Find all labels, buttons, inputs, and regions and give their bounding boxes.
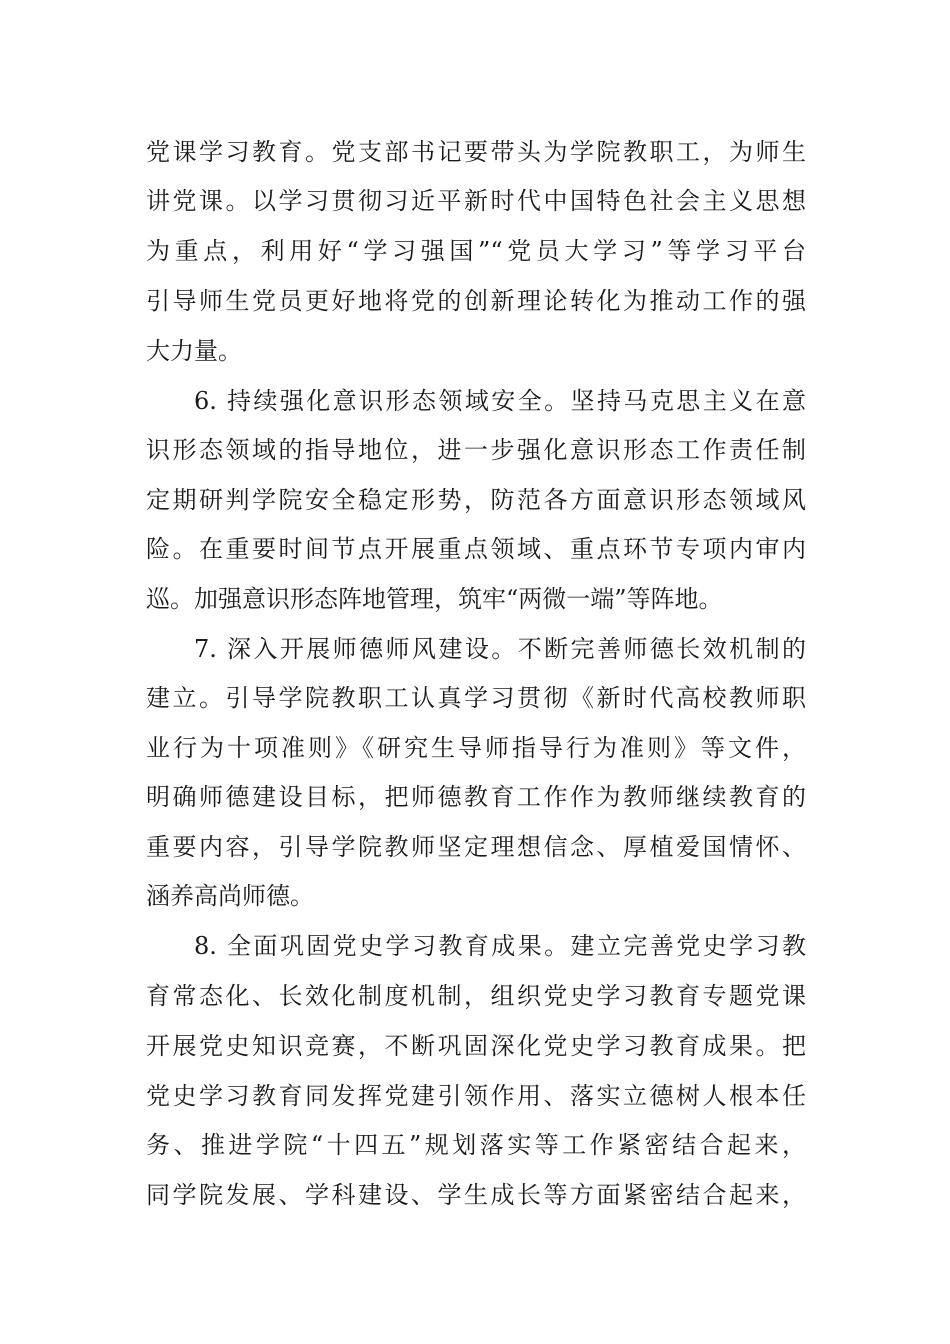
paragraph-6-heading-line: 6. 持续强化意识形态领域安全。坚持马克思主义在意 bbox=[194, 387, 806, 415]
paragraph-8-heading-line: 8. 全面巩固党史学习教育成果。建立完善党史学习教 bbox=[194, 932, 806, 960]
text-line: 定期研判学院安全稳定形势，防范各方面意识形态领域风 bbox=[146, 486, 806, 514]
text-line: 党课学习教育。党支部书记要带头为学院教职工，为师生 bbox=[146, 138, 806, 166]
text-line: 重要内容，引导学院教师坚定理想信念、厚植爱国情怀、 bbox=[146, 833, 806, 861]
text-line: 同学院发展、学科建设、学生成长等方面紧密结合起来， bbox=[146, 1181, 806, 1209]
text-line: 务、推进学院“十四五”规划落实等工作紧密结合起来， bbox=[146, 1131, 806, 1159]
text-line: 党史学习教育同发挥党建引领作用、落实立德树人根本任 bbox=[146, 1082, 806, 1110]
text-line: 明确师德建设目标，把师德教育工作作为教师继续教育的 bbox=[146, 783, 806, 811]
text-line: 讲党课。以学习贯彻习近平新时代中国特色社会主义思想 bbox=[146, 187, 806, 215]
text-line: 业行为十项准则》《研究生导师指导行为准则》等文件， bbox=[146, 734, 806, 762]
text-line: 险。在重要时间节点开展重点领域、重点环节专项内审内 bbox=[146, 535, 806, 563]
text-line: 育常态化、长效化制度机制，组织党史学习教育专题党课 bbox=[146, 982, 806, 1010]
text-line: 大力量。 bbox=[146, 337, 242, 365]
paragraph-7-heading-line: 7. 深入开展师德师风建设。不断完善师德长效机制的 bbox=[194, 635, 806, 663]
text-line: 引导师生党员更好地将党的创新理论转化为推动工作的强 bbox=[146, 287, 806, 315]
text-line: 建立。引导学院教职工认真学习贯彻《新时代高校教师职 bbox=[146, 684, 806, 712]
text-line: 为重点，利用好“学习强国”“党员大学习”等学习平台 bbox=[146, 237, 806, 265]
text-line: 涵养高尚师德。 bbox=[146, 882, 314, 910]
text-line: 巡。加强意识形态阵地管理，筑牢“两微一端”等阵地。 bbox=[146, 585, 723, 613]
text-line: 识形态领域的指导地位，进一步强化意识形态工作责任制 bbox=[146, 436, 806, 464]
text-line: 开展党史知识竞赛，不断巩固深化党史学习教育成果。把 bbox=[146, 1032, 806, 1060]
